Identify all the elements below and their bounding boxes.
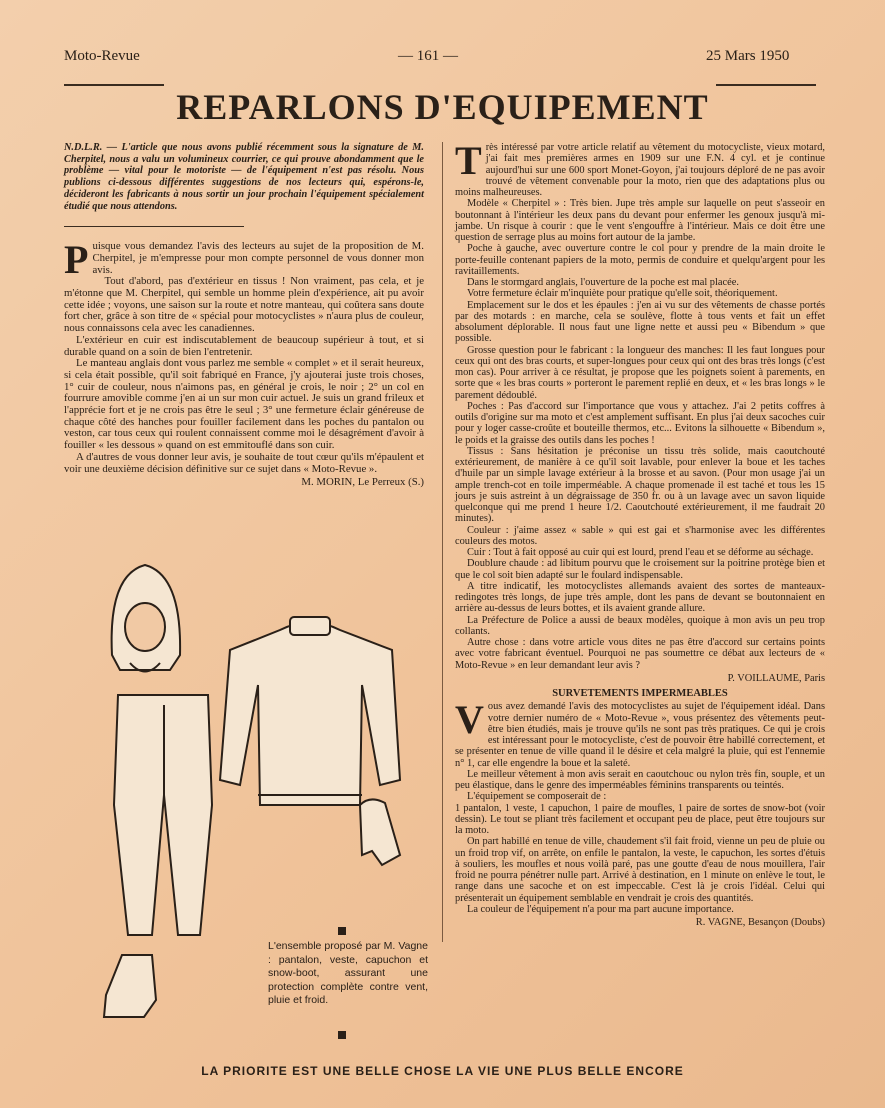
letter1-paragraph: L'extérieur en cuir est indiscutablement de beaucoup supérieur à tout, et si durable quand on a soin de bien l'entretenir. (64, 333, 424, 358)
letter2-paragraph: Doublure chaude : ad libitum pourvu que le croisement sur la poitrine protège bien et que le col soit bien adapté sur le foulard indispensable. (455, 558, 825, 581)
right-column (455, 138, 825, 928)
editor-note: N.D.L.R. — L'article que nous avons publié récemment sous la signature de M. Cherpitel, nous a valu un volumineux courrier, ce qui prouve abondamment que le problème — vital pour le motoriste — de l'équipement n'est pas résolu. Nous publions ci-dessous différentes suggestions de nos lecteurs qui, espérons-le, décideront les fabricants à nous sortir un jour prochain l'équipement spécialement étudié que nous attendons. (64, 142, 424, 212)
letter3-paragraph: 1 pantalon, 1 veste, 1 capuchon, 1 paire de moufles, 1 paire de sortes de snow-bot (voir dessin). Le tout se pliant très facilement et occupant peu de place, peut être toujours sur la moto. (455, 802, 825, 836)
letter1-paragraph: Le manteau anglais dont vous parlez me semble « complet » et il serait heureux, si cela était possible, qu'il soit fabriqué en France, j'y ajouterai juste trois choses, 1° cuir de couleur, nous n'aimons pas, en général je crois, le noir ; 2° un col en fourrure amovible comme j'en ai un sur mon cuir actuel. Je suis un grand frileux et l'apprécie fort et je ne crois pas être le seul ; 3° une fermeture éclair généreuse de chaque côté des hanches pour fouiller facilement dans les poches du pantalon ou veston, car tous ceux qui roulent connaissent comme moi le désagrément d'avoir à fouiller « les dessous » quand on est emmitouflé dans son cuir. (64, 357, 424, 452)
left-column (64, 142, 424, 489)
caption-marker-top (338, 927, 346, 935)
caption-marker-bottom (338, 1031, 346, 1039)
letter2-paragraph: Modèle « Cherpitel » : Très bien. Jupe très ample sur laquelle on peut s'asseoir en boutonnant à l'intérieur les deux pans du devant pour enfermer les genoux jusqu'à mi-jambe. Un risque à courir : que le vent s'engouffre à l'intérieur. Mais ce doit être une question de serrage plus au moins fort autour de la jambe. (455, 198, 825, 243)
letter2-paragraph: Poches : Pas d'accord sur l'importance que vous y attachez. J'ai 2 petits coffres à outils d'origine sur ma moto et c'est amplement suffisant. En plus j'ai deux sacoches cuir pour y loger casse-croûte et bouteille thermos, etc... Evitons la silhouette « Bibendum », le poids et la graisse des outils dans les poches ! (455, 400, 825, 446)
drop-cap-p: P (64, 237, 89, 283)
letter3-paragraph: ous avez demandé l'avis des motocyclistes au sujet de l'équipement idéal. Dans votre dernier numéro de « Moto-Revue », vous présentez des vêtements peut-être bien étudiés, mais je trouve qu'ils ne sont pas très pratiques. Ce qui je crois est intéressant pour le motocycliste, c'est de pouvoir être habillé correctement, et se présenter en tenue de ville quand il le désire et cela malgré la pluie, qui est l'ennemie n° 1, car elle engendre la boue et la saleté. (455, 701, 825, 769)
note-divider (64, 226, 244, 227)
footer-slogan: LA PRIORITE EST UNE BELLE CHOSE LA VIE UNE PLUS BELLE ENCORE (201, 1064, 684, 1078)
letter2-paragraph: Poche à gauche, avec ouverture contre le col pour y prendre de la main droite le porte-feuille contenant papiers de la moto, permis de conduire et quelqu'argent pour les ravitaillements. (455, 243, 825, 277)
mitten-drawing (360, 799, 400, 865)
section-heading: SURVETEMENTS IMPERMEABLES (552, 688, 728, 699)
letter3-paragraph: L'équipement se composerait de : (467, 791, 607, 803)
letter1-signature: M. MORIN, Le Perreux (S.) (301, 476, 424, 489)
letter2-paragraph: Emplacement sur le dos et les épaules : j'en ai vu sur des vêtements de chasse portés par des motards : en marche, cela se soulève, flotte à tous vents et fait un effet absolument déplorable. Il nous faut une ligne nette et aussi peu « Bibendum » que possible. (455, 299, 825, 345)
letter3-paragraph: On part habillé en tenue de ville, chaudement s'il fait froid, vienne un peu de pluie ou un froid trop vif, on arrête, on enfile le pantalon, la veste, le capuchon, les sortes d'étuis à souliers, les moufles et nous voilà paré, pas une goutte d'eau de nous mouillera, l'air froid ne pourra pénétrer nulle part. Arrivé à destination, en 1 minute on enlève le tout, le range dans une sacoche et on est impeccable. C'est là je crois l'idéal. Celui qui présenterait un équipement semblable en vendrait je crois des quantités. (455, 836, 825, 904)
letter2-paragraph: Tissus : Sans hésitation je préconise un tissu très solide, mais caoutchouté extérieurement, de manière à ce qu'il soit lavable, pour enlever la boue et les taches d'huile par un simple lavage extérieur à la brosse et au savon. (Pour mon usage j'ai un ample trench-cot en toile imperméable. A chaque promenade il est taché et tous les 15 jours je suis astreint à un dégraissage de 350 fr. ou à un lavage avec un savon liquide quelconque qui me prend 1 heure 1/2. Caoutchouté extérieurement, il me faudrait 20 minutes). (455, 445, 825, 525)
page-title: REPARLONS D'EQUIPEMENT (176, 87, 709, 127)
letter3-signature: R. VAGNE, Besançon (Doubs) (695, 917, 825, 928)
snow-boot-drawing (104, 955, 156, 1017)
column-divider (442, 142, 443, 942)
letter2-paragraph: A titre indicatif, les motocyclistes allemands avaient des sortes de manteaux-redingotes très longs, de jupe très ample, dont les pans de devant se boutonnaient en arrière au-dessus de leurs bottes, et ils avaient grande allure. (455, 580, 825, 615)
letter2-paragraph: Grosse question pour le fabricant : la longueur des manches: Il les faut longues pour ceux qui ont des bras courts, et super-longues pour ceux qui ont des bras très longs (c'est mon cas). Pour arriver à ce résultat, je propose que les poignets soient à parements, en sorte que « les bras courts » porteront le parement replié en deux, et « les bras longs » le parement dédoublé. (455, 344, 825, 401)
letter2-paragraph: Votre fermeture éclair m'inquiète pour pratique qu'elle soit, théoriquement. (467, 288, 778, 300)
letter2-paragraph: Cuir : Tout à fait opposé au cuir qui est lourd, prend l'eau et se déforme au séchage. (467, 547, 814, 558)
letter1-paragraph: A d'autres de vous donner leur avis, je souhaite de tout cœur qu'ils m'épaulent et voir une deuxième décision définitive sur ce sujet dans « Moto-Revue ». (64, 450, 424, 475)
magazine-name: Moto-Revue (64, 48, 140, 64)
letter2-paragraph: rès intéressé par votre article relatif au vêtement du motocycliste, vieux motard, j'ai fait mes premières armes en 1909 sur une F.N. 4 cyl. et je continue aujourd'hui sur une 600 sport Monet-Goyon, j'ai toujours déploré de ne pas avoir trouvé de vêtement convenable pour la moto, rien que des adaptations plus ou moins malheureuses. (455, 142, 825, 198)
letter3-paragraph: Le meilleur vêtement à mon avis serait en caoutchouc ou nylon très fin, souple, et un peu élastique, dans le genre des imperméables féminins transparents ou teintés. (455, 768, 825, 791)
letter2-paragraph: Autre chose : dans votre article vous dites ne pas être d'accord sur certains points avec votre fabricant éventuel. Pourquoi ne pas soumettre ce débat aux lecteurs de « Moto-Revue » en leur demandant leur avis ? (455, 637, 825, 671)
illustration-caption: L'ensemble proposé par M. Vagne : pantalon, veste, capuchon et snow-boot, assurant une protection complète contre vent, pluie et froid. (268, 940, 428, 1006)
letter2-paragraph: Dans le stormgard anglais, l'ouverture de la poche est mal placée. (467, 277, 739, 288)
issue-date: 25 Mars 1950 (706, 48, 790, 64)
page-number: — 161 — (398, 48, 458, 64)
letter1-paragraph: Tout d'abord, pas d'extérieur en tissus ! Non vraiment, pas cela, et je m'étonne que M. Cherpitel, qui semble un homme plein d'expérience, ait pu avoir cette idée ; voyons, une saison sur la route et notre manteau, qui coûtera sans doute fort cher, grâce à son titre de « spécial pour motocyclistes » n'aura plus de couleur, nous connaissons cela avec les canadiennes. (64, 275, 424, 335)
letter1-paragraph: uisque vous demandez l'avis des lecteurs au sujet de la proposition de M. Cherpitel, je m'empresse pour mon compte personnel de vous donner mon avis. (92, 240, 424, 276)
jacket-drawing (220, 623, 400, 806)
letter3-paragraph: La couleur de l'équipement n'a pour ma part aucune importance. (467, 903, 734, 915)
drop-cap-v: V (455, 697, 484, 743)
letter2-signature: P. VOILLAUME, Paris (727, 672, 825, 684)
letter2-paragraph: Couleur : j'aime assez « sable » qui est gai et s'harmonise avec les différentes couleurs des motos. (455, 524, 825, 547)
drop-cap-t: T (455, 138, 482, 183)
letter2-paragraph: La Préfecture de Police a aussi de beaux modèles, quoique à mon avis un peu trop collants. (455, 614, 825, 637)
